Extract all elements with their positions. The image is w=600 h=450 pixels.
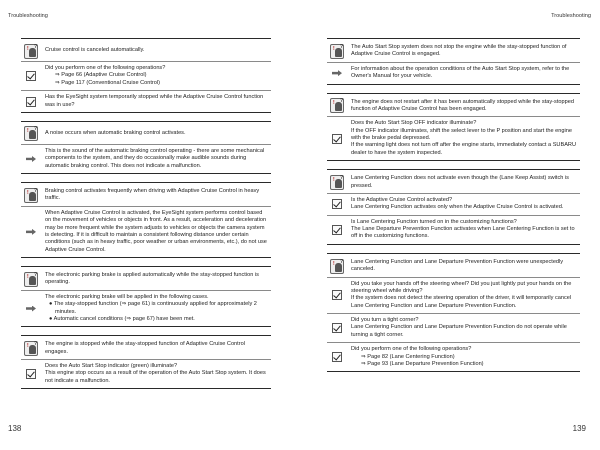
symptom-row [21, 338, 271, 360]
row-text [41, 360, 271, 388]
troubleshooting-block [21, 182, 271, 258]
text-line: When Adaptive Cruise Control is activated, the EyeSight system performs control based on the movement of vehicles or objects in front. As a result, acceleration and deceleration may be more frequent while the system adjusts to vehicles or objects the camera system is detecting. If it is difficult to maintain a consistent following distance under certain conditions (such as in heavy traffic, poor weather or urban environments, etc.), do not use Adaptive Cruise Control. [45, 209, 267, 253]
icon-cell [21, 185, 41, 206]
check-row [21, 207, 271, 258]
text-line: The Auto Start Stop system does not stop the engine while the stay-stopped function of Adaptive Cruise Control is engaged. [351, 44, 567, 58]
icon-cell [327, 216, 347, 244]
text-line: The engine is stopped while the stay-stopped function of Adaptive Cruise Control engages. [45, 341, 245, 355]
text-line: The electronic parking brake is applied automatically while the stay-stopped function is operating. [45, 272, 259, 286]
troubleshooting-block [21, 38, 271, 113]
question-icon: ! ? [24, 188, 38, 203]
row-text [41, 41, 271, 61]
symptom-row [21, 124, 271, 145]
text-line: Did you take your hands off the steering wheel? Did you just lightly put your hands on the steering wheel while driving? [351, 280, 572, 294]
check-icon [332, 134, 342, 144]
bullet-item: ● The stay-stopped function (⇒ page 61) is continuously applied for approximately 2 minutes. [49, 301, 257, 315]
troubleshooting-block [327, 253, 580, 373]
text-line: Is Lane Centering Function turned on in the customizing functions? [351, 218, 517, 225]
bullet-item: ● Automatic cancel conditions (⇒ page 67) have been met. [49, 315, 195, 322]
page-reference-link[interactable]: ⇒ Page 82 (Lane Centering Function) [361, 353, 455, 360]
row-text [41, 185, 271, 206]
page-reference-link[interactable]: ⇒ Page 66 (Adaptive Cruise Control) [55, 72, 147, 79]
check-icon [332, 199, 342, 209]
icon-cell [21, 145, 41, 173]
icon-cell [21, 269, 41, 290]
arrow-icon [26, 227, 36, 237]
icon-cell [327, 63, 347, 84]
text-line: Lane Centering Function and Lane Departure Prevention Function were unexpectedly canceled. [351, 258, 564, 273]
check-row [327, 343, 580, 372]
page-number: 139 [572, 424, 586, 433]
check-row [21, 145, 271, 174]
text-line: The Lane Departure Prevention Function activates when Lane Centering Function is set to off in the customizing functions. [351, 226, 575, 240]
icon-cell [21, 338, 41, 359]
check-row [327, 314, 580, 343]
text-line: Did you perform one of the following operations? [351, 346, 472, 353]
check-row [21, 291, 271, 328]
arrow-icon [26, 304, 36, 314]
icon-cell [327, 194, 347, 215]
text-line: Did you perform one of the following operations? [45, 65, 166, 71]
icon-cell [21, 207, 41, 257]
text-line: Is the Adaptive Cruise Control activated? [351, 196, 453, 203]
check-row [327, 63, 580, 85]
check-icon [26, 369, 36, 379]
icon-cell [21, 62, 41, 90]
troubleshooting-block [21, 121, 271, 174]
icon-cell [21, 124, 41, 144]
text-line: Cruise control is canceled automatically. [45, 47, 145, 54]
text-line: This engine stop occurs as a result of the operation of the Auto Start Stop system. It does not indicate a malfunction. [45, 370, 266, 384]
question-icon: ! ? [24, 341, 38, 356]
arrow-icon [26, 154, 36, 164]
icon-cell [21, 41, 41, 61]
page-number: 138 [8, 424, 22, 433]
icon-cell [327, 117, 347, 160]
row-text [347, 194, 580, 215]
troubleshooting-column [327, 38, 580, 380]
text-line: Has the EyeSight system temporarily stopped while the Adaptive Cruise Control function was in use? [45, 94, 264, 108]
icon-cell [327, 278, 347, 314]
text-line: Braking control activates frequently when driving with Adaptive Cruise Control in heavy traffic. [45, 188, 260, 202]
question-icon: ! ? [330, 175, 344, 190]
text-line: Lane Centering Function does not activate even though the (Lane Keep Assist) switch is pressed. [351, 175, 569, 189]
question-icon: ! ? [330, 259, 344, 274]
row-text [347, 278, 580, 314]
text-line: If the system does not detect the steering operation of the driver, it will temporarily cancel Lane Centering Function and Lane Departure Prevention Function. [351, 295, 572, 309]
arrow-icon [332, 68, 342, 78]
icon-cell [327, 172, 347, 193]
symptom-row [21, 185, 271, 207]
row-text [41, 124, 271, 144]
icon-cell [21, 91, 41, 112]
troubleshooting-block [327, 169, 580, 245]
check-icon [332, 290, 342, 300]
text-line: Lane Centering Function and Lane Departure Prevention Function do not operate while turning a tight corner. [351, 324, 567, 338]
text-line: The electronic parking brake will be applied in the following cases. [45, 293, 209, 300]
troubleshooting-block [327, 93, 580, 162]
row-text [347, 216, 580, 244]
icon-cell [21, 291, 41, 327]
text-line: If the OFF indicator illuminates, shift the select lever to the P position and start the engine with the brake pedal depressed. [351, 127, 572, 141]
question-icon: ! ? [24, 44, 38, 59]
check-row [21, 360, 271, 389]
check-icon [332, 225, 342, 235]
icon-cell [21, 360, 41, 388]
check-icon [26, 71, 36, 81]
symptom-row [21, 41, 271, 62]
symptom-row [327, 172, 580, 194]
troubleshooting-block [327, 38, 580, 85]
text-line: Does the Auto Start Stop indicator (green) illuminate? [45, 363, 178, 369]
question-icon: ! ? [24, 272, 38, 287]
symptom-row [21, 269, 271, 291]
symptom-row [327, 41, 580, 63]
check-icon [332, 352, 342, 362]
troubleshooting-block [21, 266, 271, 327]
check-row [327, 194, 580, 216]
row-text [41, 291, 271, 327]
row-text [347, 172, 580, 193]
row-text [41, 269, 271, 290]
check-row [327, 117, 580, 161]
page-reference-link[interactable]: ⇒ Page 93 (Lane Departure Prevention Function) [361, 360, 484, 367]
troubleshooting-column [21, 38, 271, 397]
icon-cell [327, 314, 347, 342]
row-text [41, 145, 271, 173]
row-text [347, 96, 580, 117]
symptom-row [327, 96, 580, 118]
text-line: A noise occurs when automatic braking control activates. [45, 130, 186, 137]
check-icon [26, 97, 36, 107]
row-text [41, 338, 271, 359]
row-text [347, 63, 580, 84]
row-text [347, 343, 580, 371]
question-icon: ! ? [24, 126, 38, 141]
check-row [327, 278, 580, 315]
icon-cell [327, 96, 347, 117]
page-reference-link[interactable]: ⇒ Page 117 (Conventional Cruise Control) [55, 79, 161, 86]
text-line: Did you turn a tight corner? [351, 317, 419, 323]
row-text [347, 256, 580, 277]
row-text [347, 314, 580, 342]
row-text [347, 117, 580, 160]
question-icon: ! ? [330, 98, 344, 113]
text-line: If the warning light does not turn off after the engine starts, immediately contact a SUBARU dealer to have the system inspected. [351, 142, 577, 156]
row-text [347, 41, 580, 62]
check-icon [332, 323, 342, 333]
check-row [21, 62, 271, 91]
text-line: For information about the operation conditions of the Auto Start Stop system, refer to the Owner's Manual for your vehicle. [351, 65, 570, 80]
icon-cell [327, 41, 347, 62]
page-header: Troubleshooting [551, 13, 591, 19]
right-page [300, 0, 600, 450]
check-row [327, 216, 580, 245]
icon-cell [327, 343, 347, 371]
text-line: Does the Auto Start Stop OFF indicator illuminate? [351, 120, 477, 127]
text-line: The engine does not restart after it has been automatically stopped while the stay-stopped function of Adaptive Cruise Control has been engaged. [351, 98, 574, 112]
symptom-row [327, 256, 580, 278]
row-text [41, 91, 271, 112]
check-row [21, 91, 271, 113]
page-header: Troubleshooting [8, 13, 48, 19]
question-icon: ! ? [330, 44, 344, 59]
text-line: This is the sound of the automatic braking control operating - there are some mechanical components to the system, and they do occasionally make audible sounds during automatic braking control. This does not indicate a malfunction. [45, 147, 265, 169]
text-line: Lane Centering Function activates only when the Adaptive Cruise Control is activated. [351, 204, 564, 211]
icon-cell [327, 256, 347, 277]
row-text [41, 207, 271, 257]
row-text [41, 62, 271, 90]
troubleshooting-block [21, 335, 271, 389]
